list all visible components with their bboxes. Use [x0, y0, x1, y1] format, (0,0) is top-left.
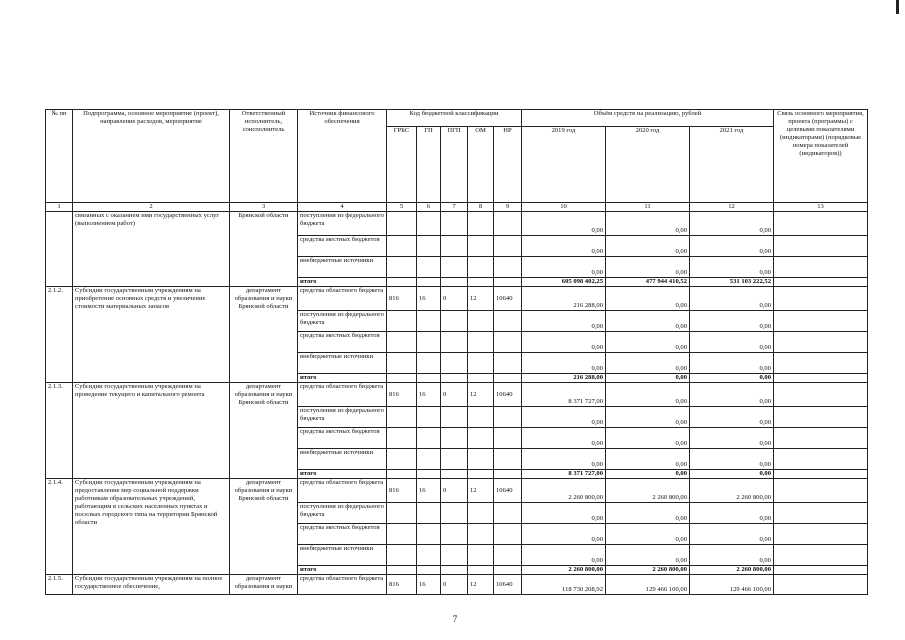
executor: департамент образования и науки Брянской области	[230, 287, 298, 383]
value-2021: 0,00	[690, 503, 774, 524]
value-2019: 216 288,00	[522, 287, 606, 311]
column-number: 7	[441, 203, 468, 212]
value-2021: 0,00	[690, 257, 774, 278]
executor: Брянской области	[230, 212, 298, 287]
budget-code-cell	[417, 278, 441, 287]
budget-code-cell	[468, 332, 494, 353]
header-code-pgp: ПГП	[441, 127, 468, 203]
header-code-gp: ГП	[417, 127, 441, 203]
value-2021: 0,00	[690, 524, 774, 545]
budget-code-cell	[468, 545, 494, 566]
value-2021: 0,00	[690, 383, 774, 407]
budget-code-cell	[387, 278, 417, 287]
budget-code-cell	[441, 545, 468, 566]
column-number: 4	[298, 203, 387, 212]
table-row	[46, 383, 868, 407]
budget-code-cell	[441, 407, 468, 428]
budget-code-cell	[494, 407, 522, 428]
scan-edge-mark	[896, 0, 899, 14]
value-2019: 0,00	[522, 545, 606, 566]
value-2020: 0,00	[606, 353, 690, 374]
funding-source: итого	[298, 278, 387, 287]
column-number: 11	[606, 203, 690, 212]
table-body	[46, 110, 868, 595]
funding-source: средства местных бюджетов	[298, 428, 387, 449]
budget-code-cell	[468, 236, 494, 257]
budget-code-cell	[387, 407, 417, 428]
budget-code-cell	[468, 566, 494, 575]
funding-source: средства областного бюджета	[298, 479, 387, 503]
budget-code-cell	[468, 524, 494, 545]
indicator-link-cell	[774, 470, 868, 479]
funding-source: средства областного бюджета	[298, 287, 387, 311]
budget-code-cell	[494, 503, 522, 524]
value-2021: 0,00	[690, 287, 774, 311]
budget-code-cell: 12	[468, 479, 494, 503]
measure-name: связанных с оказанием ими государственных услуг (выполнением работ)	[73, 212, 230, 287]
executor: департамент образования и науки Брянской области	[230, 479, 298, 575]
value-2021: 0,00	[690, 374, 774, 383]
budget-code-cell	[494, 332, 522, 353]
value-2020: 477 944 410,52	[606, 278, 690, 287]
value-2021: 0,00	[690, 353, 774, 374]
funding-source: внебюджетные источники	[298, 353, 387, 374]
budget-code-cell	[417, 503, 441, 524]
executor: департамент образования и науки Брянской области	[230, 383, 298, 479]
table-row	[46, 212, 868, 236]
column-number: 2	[73, 203, 230, 212]
indicator-link-cell	[774, 287, 868, 311]
value-2019: 0,00	[522, 449, 606, 470]
budget-code-cell	[494, 545, 522, 566]
budget-code-cell	[441, 449, 468, 470]
funding-source: поступления из федерального бюджета	[298, 311, 387, 332]
row-number: 2.1.3.	[46, 383, 73, 479]
indicator-link-cell	[774, 353, 868, 374]
indicator-link-cell	[774, 503, 868, 524]
funding-source: средства областного бюджета	[298, 383, 387, 407]
value-2020: 0,00	[606, 449, 690, 470]
budget-code-cell	[441, 236, 468, 257]
column-number: 1	[46, 203, 73, 212]
value-2019: 0,00	[522, 353, 606, 374]
budget-code-cell: 0	[441, 575, 468, 595]
budget-code-cell	[494, 524, 522, 545]
page-number: 7	[452, 614, 458, 624]
value-2021: 0,00	[690, 332, 774, 353]
row-number	[46, 212, 73, 287]
value-2021: 0,00	[690, 449, 774, 470]
budget-code-cell	[417, 428, 441, 449]
funding-source: итого	[298, 470, 387, 479]
measure-name: Субсидии государственным учреждениям на приобретение основных средств и увеличение стоимости материальных запасов	[73, 287, 230, 383]
budget-code-cell	[441, 524, 468, 545]
indicator-link-cell	[774, 383, 868, 407]
budget-code-cell	[387, 311, 417, 332]
funding-source: поступления из федерального бюджета	[298, 407, 387, 428]
value-2020: 0,00	[606, 407, 690, 428]
indicator-link-cell	[774, 545, 868, 566]
budget-code-cell	[441, 257, 468, 278]
budget-code-cell	[494, 566, 522, 575]
budget-code-cell	[387, 545, 417, 566]
budget-code-cell	[417, 332, 441, 353]
budget-code-cell: 12	[468, 287, 494, 311]
value-2019: 2 260 800,00	[522, 479, 606, 503]
indicator-link-cell	[774, 257, 868, 278]
budget-code-cell	[441, 278, 468, 287]
indicator-link-cell	[774, 236, 868, 257]
budget-code-cell: 816	[387, 479, 417, 503]
budget-code-cell	[494, 470, 522, 479]
value-2019: 0,00	[522, 407, 606, 428]
value-2020: 2 260 800,00	[606, 566, 690, 575]
budget-code-cell: 816	[387, 383, 417, 407]
budget-code-cell: 12	[468, 383, 494, 407]
budget-code-cell: 0	[441, 287, 468, 311]
row-number: 2.1.2.	[46, 287, 73, 383]
indicator-link-cell	[774, 332, 868, 353]
budget-code-cell: 816	[387, 287, 417, 311]
budget-code-cell	[387, 374, 417, 383]
value-2021: 2 260 800,00	[690, 479, 774, 503]
value-2021: 0,00	[690, 212, 774, 236]
header-name: Подпрограмма, основное мероприятие (проект), направление расходов, мероприятие	[73, 110, 230, 203]
budget-code-cell	[387, 566, 417, 575]
value-2019: 0,00	[522, 236, 606, 257]
indicator-link-cell	[774, 311, 868, 332]
budget-code-cell	[417, 353, 441, 374]
value-2021: 531 103 222,52	[690, 278, 774, 287]
executor: департамент образования и науки	[230, 575, 298, 595]
header-code-nr: НР	[494, 127, 522, 203]
budget-code-cell: 16	[417, 575, 441, 595]
budget-code-cell: 16	[417, 479, 441, 503]
column-number: 12	[690, 203, 774, 212]
value-2019: 2 260 800,00	[522, 566, 606, 575]
budget-code-cell	[441, 428, 468, 449]
value-2020: 0,00	[606, 545, 690, 566]
value-2019: 0,00	[522, 524, 606, 545]
indicator-link-cell	[774, 428, 868, 449]
value-2019: 0,00	[522, 212, 606, 236]
value-2019: 0,00	[522, 503, 606, 524]
budget-code-cell	[441, 311, 468, 332]
budget-code-cell	[441, 353, 468, 374]
budget-code-cell	[417, 470, 441, 479]
value-2019: 0,00	[522, 311, 606, 332]
budget-code-cell	[417, 311, 441, 332]
header-code-grbs: ГРБС	[387, 127, 417, 203]
funding-source: внебюджетные источники	[298, 545, 387, 566]
value-2020: 0,00	[606, 257, 690, 278]
table-row	[46, 575, 868, 595]
budget-code-cell: 10640	[494, 575, 522, 595]
value-2020: 0,00	[606, 287, 690, 311]
value-2020: 0,00	[606, 332, 690, 353]
column-number: 3	[230, 203, 298, 212]
indicator-link-cell	[774, 524, 868, 545]
value-2019: 0,00	[522, 428, 606, 449]
value-2021: 0,00	[690, 545, 774, 566]
value-2019: 118 730 208,92	[522, 575, 606, 595]
funding-source: итого	[298, 374, 387, 383]
funding-source: итого	[298, 566, 387, 575]
budget-code-cell	[468, 278, 494, 287]
budget-code-cell	[441, 566, 468, 575]
budget-code-cell	[494, 212, 522, 236]
budget-code-cell	[441, 470, 468, 479]
budget-code-cell	[387, 353, 417, 374]
value-2020: 0,00	[606, 503, 690, 524]
funding-source: средства областного бюджета	[298, 575, 387, 595]
budget-code-cell	[494, 278, 522, 287]
value-2020: 0,00	[606, 470, 690, 479]
column-number: 9	[494, 203, 522, 212]
value-2020: 0,00	[606, 428, 690, 449]
budget-code-cell	[387, 332, 417, 353]
indicator-link-cell	[774, 449, 868, 470]
budget-code-cell	[468, 374, 494, 383]
measure-name: Субсидии государственным учреждениям на проведение текущего и капитального ремонта	[73, 383, 230, 479]
budget-code-cell: 10640	[494, 287, 522, 311]
indicator-link-cell	[774, 479, 868, 503]
value-2019: 216 288,00	[522, 374, 606, 383]
value-2019: 8 371 727,00	[522, 383, 606, 407]
value-2019: 8 371 727,00	[522, 470, 606, 479]
row-number: 2.1.4.	[46, 479, 73, 575]
indicator-link-cell	[774, 407, 868, 428]
budget-code-cell	[494, 449, 522, 470]
budget-code-cell	[417, 524, 441, 545]
budget-code-cell	[494, 428, 522, 449]
budget-code-cell	[468, 503, 494, 524]
budget-code-cell	[441, 212, 468, 236]
column-number-row	[46, 203, 868, 212]
header-num: № пп	[46, 110, 73, 203]
value-2021: 129 466 100,00	[690, 575, 774, 595]
header-source: Источник финансового обеспечения	[298, 110, 387, 203]
funding-source: средства местных бюджетов	[298, 524, 387, 545]
budget-code-cell	[417, 566, 441, 575]
budget-code-cell	[468, 428, 494, 449]
budget-code-cell	[468, 257, 494, 278]
budget-code-cell	[494, 353, 522, 374]
funding-source: поступления из федерального бюджета	[298, 212, 387, 236]
budget-code-cell: 816	[387, 575, 417, 595]
value-2021: 0,00	[690, 428, 774, 449]
value-2020: 0,00	[606, 311, 690, 332]
budget-code-cell: 10640	[494, 479, 522, 503]
budget-code-cell	[468, 212, 494, 236]
budget-code-cell	[387, 524, 417, 545]
funding-source: поступления из федерального бюджета	[298, 503, 387, 524]
table-row	[46, 479, 868, 503]
header-executor: Ответственный исполнитель, соисполнитель	[230, 110, 298, 203]
budget-code-cell: 0	[441, 383, 468, 407]
budget-code-cell	[417, 374, 441, 383]
header-link: Связь основного мероприятия, проекта (программы) с целевыми показателями (индикаторами) (порядковые номера показателей (индикаторов))	[774, 110, 868, 203]
funding-source: внебюджетные источники	[298, 257, 387, 278]
header-code-om: ОМ	[468, 127, 494, 203]
budget-code-cell	[441, 503, 468, 524]
budget-code-cell	[387, 236, 417, 257]
value-2020: 0,00	[606, 383, 690, 407]
header-year-2021: 2021 год	[690, 127, 774, 203]
budget-code-cell	[441, 332, 468, 353]
value-2021: 0,00	[690, 407, 774, 428]
budget-code-cell	[468, 470, 494, 479]
budget-code-cell	[417, 212, 441, 236]
budget-table	[45, 109, 868, 595]
value-2020: 2 260 800,00	[606, 479, 690, 503]
budget-code-cell	[441, 374, 468, 383]
budget-code-cell	[387, 428, 417, 449]
funding-source: внебюджетные источники	[298, 449, 387, 470]
budget-code-cell: 10640	[494, 383, 522, 407]
indicator-link-cell	[774, 566, 868, 575]
column-number: 10	[522, 203, 606, 212]
header-code-group: Код бюджетной классификации	[387, 110, 522, 127]
budget-code-cell	[494, 236, 522, 257]
budget-code-cell	[387, 212, 417, 236]
measure-name: Субсидии государственным учреждениям на полное государственное обеспечение,	[73, 575, 230, 595]
indicator-link-cell	[774, 575, 868, 595]
budget-code-cell	[417, 449, 441, 470]
value-2021: 2 260 800,00	[690, 566, 774, 575]
value-2019: 0,00	[522, 257, 606, 278]
value-2020: 0,00	[606, 524, 690, 545]
budget-code-cell	[494, 311, 522, 332]
budget-code-cell	[468, 353, 494, 374]
budget-code-cell	[387, 470, 417, 479]
value-2021: 0,00	[690, 236, 774, 257]
indicator-link-cell	[774, 212, 868, 236]
budget-code-cell	[417, 407, 441, 428]
column-number: 8	[468, 203, 494, 212]
value-2020: 0,00	[606, 374, 690, 383]
measure-name: Субсидии государственным учреждениям на предоставление мер социальной поддержки работникам образовательных учреждений, работающим в сельских населенных пунктах и поселках городского типа на территории Брянской области	[73, 479, 230, 575]
budget-code-cell	[494, 257, 522, 278]
budget-code-cell	[494, 374, 522, 383]
funding-source: средства местных бюджетов	[298, 236, 387, 257]
funding-source: средства местных бюджетов	[298, 332, 387, 353]
value-2021: 0,00	[690, 470, 774, 479]
budget-code-cell	[417, 545, 441, 566]
budget-code-cell: 16	[417, 383, 441, 407]
value-2019: 605 098 402,25	[522, 278, 606, 287]
indicator-link-cell	[774, 278, 868, 287]
budget-code-cell	[417, 236, 441, 257]
indicator-link-cell	[774, 374, 868, 383]
budget-code-cell	[468, 311, 494, 332]
column-number: 13	[774, 203, 868, 212]
header-volume-group: Объём средств на реализацию, рублей	[522, 110, 774, 127]
value-2020: 0,00	[606, 212, 690, 236]
value-2019: 0,00	[522, 332, 606, 353]
value-2020: 129 466 100,00	[606, 575, 690, 595]
header-year-2020: 2020 год	[606, 127, 690, 203]
header-year-2019: 2019 год	[522, 127, 606, 203]
budget-code-cell	[387, 449, 417, 470]
budget-code-cell	[387, 257, 417, 278]
budget-code-cell	[387, 503, 417, 524]
column-number: 6	[417, 203, 441, 212]
value-2020: 0,00	[606, 236, 690, 257]
value-2021: 0,00	[690, 311, 774, 332]
budget-code-cell	[417, 257, 441, 278]
budget-code-cell	[468, 449, 494, 470]
table-row	[46, 287, 868, 311]
column-number: 5	[387, 203, 417, 212]
budget-code-cell: 12	[468, 575, 494, 595]
budget-code-cell: 0	[441, 479, 468, 503]
row-number: 2.1.5.	[46, 575, 73, 595]
budget-code-cell: 16	[417, 287, 441, 311]
budget-code-cell	[468, 407, 494, 428]
